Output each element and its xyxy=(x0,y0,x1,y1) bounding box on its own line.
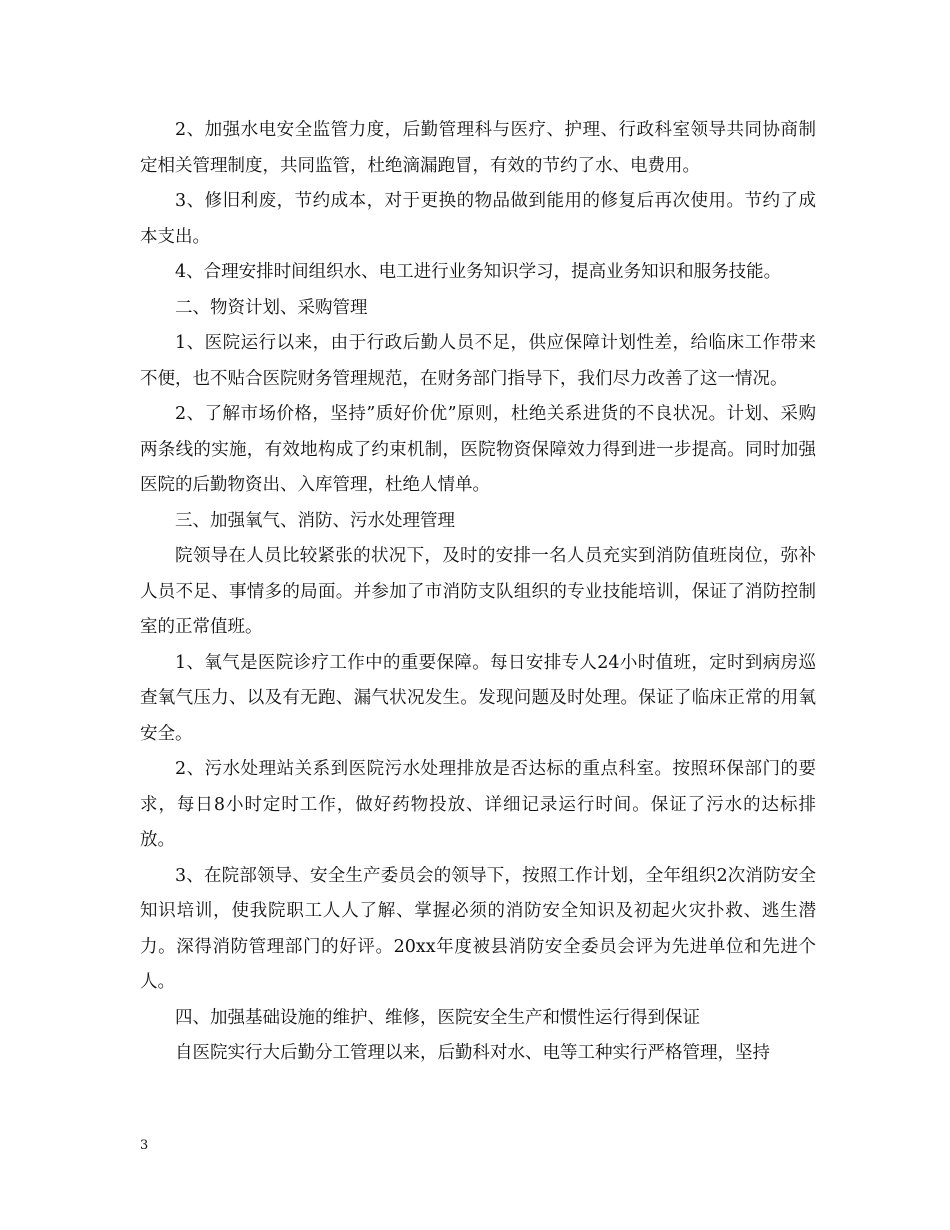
paragraph-fire-safety-training: 3、在院部领导、安全生产委员会的领导下，按照工作计划，全年组织2次消防安全知识培训，使我院职工人人了解、掌握必须的消防安全知识及初起火灾扑救、逃生潜力。深得消防管理部门的好评。20xx年度被县消防安全委员会评为先进单位和先进个人。 xyxy=(140,865,816,992)
section-heading-procurement: 二、物资计划、采购管理 xyxy=(175,297,368,318)
paragraph-recycling-cost-saving: 3、修旧利废，节约成本，对于更换的物品做到能用的修复后再次使用。节约了成本支出。 xyxy=(140,191,816,247)
section-heading-oxygen-fire-sewage: 三、加强氧气、消防、污水处理管理 xyxy=(175,510,455,531)
paragraph-logistics-management: 自医院实行大后勤分工管理以来，后勤科对水、电等工种实行严格管理，坚持 xyxy=(175,1043,770,1063)
document-body xyxy=(140,113,816,1072)
paragraph-staff-training: 4、合理安排时间组织水、电工进行业务知识学习，提高业务知识和服务技能。 xyxy=(175,262,782,282)
page-number: 3 xyxy=(140,1138,149,1153)
paragraph-procurement-improvement: 1、医院运行以来，由于行政后勤人员不足，供应保障计划性差，给临床工作带来不便，也不贴合医院财务管理规范，在财务部门指导下，我们尽力改善了这一情况。 xyxy=(140,333,816,389)
paragraph-water-electric-supervision: 2、加强水电安全监管力度，后勤管理科与医疗、护理、行政科室领导共同协商制定相关管理制度，共同监管，杜绝滴漏跑冒，有效的节约了水、电费用。 xyxy=(140,120,816,176)
section-heading-infrastructure: 四、加强基础设施的维护、维修，医院安全生产和惯性运行得到保证 xyxy=(175,1007,700,1028)
paragraph-fire-duty-staffing: 院领导在人员比较紧张的状况下，及时的安排一名人员充实到消防值班岗位，弥补人员不足、事情多的局面。并参加了市消防支队组织的专业技能培训，保证了消防控制室的正常值班。 xyxy=(140,546,816,637)
paragraph-sewage-treatment: 2、污水处理站关系到医院污水处理排放是否达标的重点科室。按照环保部门的要求，每日8小时定时工作，做好药物投放、详细记录运行时间。保证了污水的达标排放。 xyxy=(140,759,816,850)
paragraph-oxygen-safety: 1、氧气是医院诊疗工作中的重要保障。每日安排专人24小时值班，定时到病房巡查氧气压力、以及有无跑、漏气状况发生。发现问题及时处理。保证了临床正常的用氧安全。 xyxy=(140,652,816,744)
paragraph-market-price: 2、了解市场价格，坚持”质好价优”原则，杜绝关系进货的不良状况。计划、采购两条线的实施，有效地构成了约束机制，医院物资保障效力得到进一步提高。同时加强医院的后勤物资出、入库管理，杜绝人情单。 xyxy=(140,404,816,495)
